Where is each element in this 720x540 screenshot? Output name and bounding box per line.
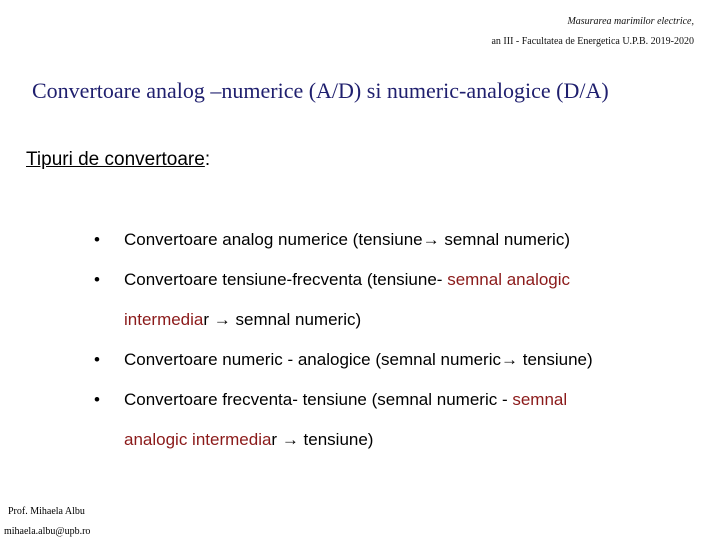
bullet-icon: • [94,230,100,249]
item-emphasis: intermedia [124,310,204,329]
bullet-icon: • [94,390,100,409]
list-item [94,346,704,374]
footer-author: Prof. Mihaela Albu [8,506,85,517]
slide-title: Convertoare analog –numerice (A/D) si numeric-analogice (D/A) [32,78,609,103]
section-heading-text: Tipuri de convertoare [26,149,205,170]
item-continuation [124,306,704,334]
converter-types-list [94,226,704,466]
section-heading [26,149,210,171]
item-text: Convertoare tensiune-frecventa (tensiune- [124,270,448,289]
item-emphasis: analogic intermedia [124,430,272,449]
item-continuation [124,426,704,454]
arrow-icon: → [213,310,231,329]
list-item [94,266,704,334]
arrow-icon: → [501,350,518,369]
item-text: r [271,430,282,449]
item-text: semnal numeric) [230,310,362,329]
item-text: Convertoare numeric - analogice (semnal numeric [124,350,501,369]
item-text: r [203,310,214,329]
bullet-icon: • [94,270,100,289]
section-heading-colon: : [204,149,211,170]
header-faculty: an III - Facultatea de Energetica U.P.B. 2019-2020 [491,36,694,47]
item-text: tensiune) [298,430,374,449]
arrow-icon: → [422,230,440,249]
header-course: Masurarea marimilor electrice, [567,16,694,27]
item-text: Convertoare frecventa- tensiune (semnal numeric - [124,390,513,409]
item-emphasis: semnal analogic [447,270,571,289]
item-text: Convertoare analog numerice (tensiune [124,230,423,249]
item-text: tensiune) [518,350,593,369]
list-item [94,386,704,454]
footer-email: mihaela.albu@upb.ro [4,526,91,537]
bullet-icon: • [94,350,100,369]
arrow-icon: → [281,430,299,449]
item-emphasis: semnal [512,390,568,409]
item-text: semnal numeric) [439,230,570,249]
list-item [94,226,704,254]
